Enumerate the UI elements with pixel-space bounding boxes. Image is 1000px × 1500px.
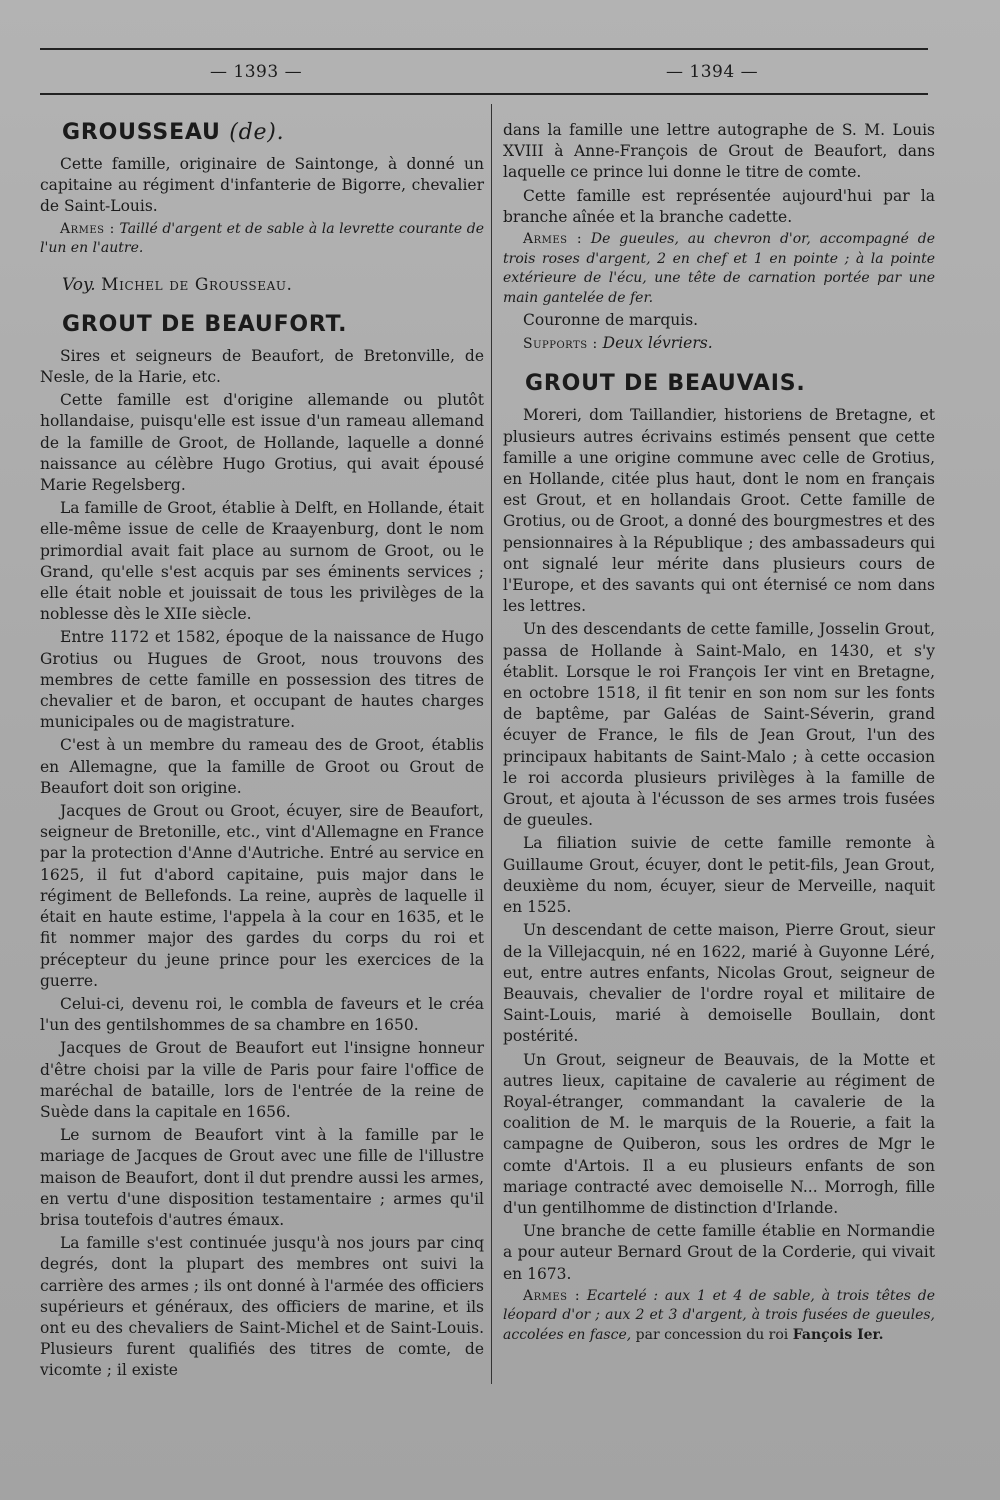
- top-rule: [40, 48, 928, 50]
- right-column: [503, 120, 935, 1347]
- page-number-right: — 1394 —: [666, 62, 759, 82]
- arms-blazon: Ecartelé : aux 1 et 4 de sable, à trois têtes de léopard d'or ; aux 2 et 3 d'argent, à trois fusées de gueules, accolées en fasce,: [503, 1287, 936, 1343]
- page-number-left: — 1393 —: [210, 62, 303, 82]
- grousseau-text: Cette famille, originaire de Saintonge, à donné un capitaine au régiment d'infanterie de Bigorre, chevalier de Saint-Louis.: [40, 155, 484, 216]
- beaufort-body: [40, 346, 484, 1382]
- paragraph: Un Grout, seigneur de Beauvais, de la Motte et autres lieux, capitaine de cavalerie au régiment de Royal-étranger, commandant la cavalerie de la coalition de M. le marquis de la Rouerie, a fait la campagne de Quiberon, sous les ordres de Mgr le comte d'Artois. Il a eu plusieurs enfants de son mariage contracté avec demoiselle N... Morrogh, fille d'un gentilhomme de distinction d'Irlande.: [503, 1050, 935, 1217]
- entry-title-grousseau: [62, 120, 484, 146]
- paragraph: Celui-ci, devenu roi, le combla de faveurs et le créa l'un des gentilshommes de sa chambre en 1650.: [40, 994, 484, 1035]
- paragraph: Jacques de Grout ou Groot, écuyer, sire de Beaufort, seigneur de Bretonille, etc., vint d'Allemagne en France par la protection d'Anne d'Autriche. Entré au service en 1625, il fut d'abord capitaine, puis major dans le régiment de Bellefonds. La reine, auprès de laquelle il était en haute estime, l'appela à la cour en 1635, et le fit nommer major des gardes du corps du roi et précepteur du jeune prince pour les exercices de la guerre.: [40, 802, 484, 990]
- paragraph: Entre 1172 et 1582, époque de la naissance de Hugo Grotius ou Hugues de Groot, nous trouvons des membres de cette famille en possession des titres de chevalier et de baron, et occupant de hautes charges municipales ou de magistrature.: [40, 628, 484, 732]
- supports-text: Deux lévriers.: [602, 334, 713, 353]
- arms-blazon: Taillé d'argent et de sable à la levrette courante de l'un en l'autre.: [40, 220, 485, 257]
- beauvais-arms: [503, 1287, 935, 1346]
- supports-label: Supports :: [523, 336, 598, 353]
- arms-blazon: De gueules, au chevron d'or, accompagné de trois roses d'argent, 2 en chef et 1 en pointe ; à la pointe extérieure de l'écu, une tête de carnation portée par une main gantelée de fer.: [503, 231, 935, 306]
- supports-line: [503, 333, 935, 355]
- paragraph: La famille s'est continuée jusqu'à nos jours par cinq degrés, dont la plupart des membres ont suivi la carrière des armes ; ils ont donné à l'armée des officiers supérieurs et généraux, des officiers de marine, et ils ont eu des chevaliers de Saint-Michel et de Saint-Louis. Plusieurs furent qualifiés des titres de comte, de vicomte ; il existe: [40, 1234, 484, 1380]
- paragraph: Une branche de cette famille établie en Normandie a pour auteur Bernard Grout de la Corderie, qui vivait en 1673.: [503, 1222, 935, 1283]
- entry-title-text: GROUSSEAU: [62, 120, 221, 145]
- grousseau-arms: [40, 220, 484, 259]
- see-also-reference: [62, 275, 484, 296]
- entry-title-grout-de-beaufort: GROUT DE BEAUFORT.: [62, 311, 348, 337]
- arms-label: Armes :: [523, 1287, 581, 1304]
- left-column: [40, 120, 484, 1384]
- paragraph: Cette famille est d'origine allemande ou plutôt hollandaise, puisqu'elle est issue d'un rameau allemand de la famille de Groot, de Hollande, laquelle a donné naissance au célèbre Hugo Grotius, qui avait épousé Marie Regelsberg.: [40, 391, 484, 495]
- crown-line: Couronne de marquis.: [523, 311, 699, 330]
- paragraph: Cette famille est représentée aujourd'hui par la branche aînée et la branche cadette.: [503, 186, 935, 226]
- paragraph: Moreri, dom Taillandier, historiens de Bretagne, et plusieurs autres écrivains estimés pensent que cette famille a une origine commune avec celle de Grotius, en Hollande, citée plus haut, dont le nom en français est Grout, et en hollandais Groot. Cette famille de Grotius, ou de Groot, a donné des bourgmestres et des pensionnaires à la République ; des ambassadeurs qui ont signalé leur mérite dans plusieurs cours de l'Europe, et des savants qui ont éternisé ce nom dans les lettres.: [503, 406, 935, 616]
- paragraph: La famille de Groot, établie à Delft, en Hollande, était elle-même issue de celle de Kraayenburg, dont le nom primordial avait fait place au surnom de Groot, ou le Grand, qu'elle s'est acquis par ses éminents services ; elle était noble et jouissait de tous les privilèges de la noblesse dès le XIIe siècle.: [40, 499, 484, 624]
- arms-tail: par concession du roi: [635, 1326, 789, 1343]
- paragraph: La filiation suivie de cette famille remonte à Guillaume Grout, écuyer, dont le petit-fils, Jean Grout, deuxième du nom, écuyer, sieur de Merveille, naquit en 1525.: [503, 834, 935, 917]
- beaufort-continued-body: [503, 120, 935, 228]
- paragraph: C'est à un membre du rameau des de Groot, établis en Allemagne, que la famille de Groot ou Grout de Beaufort doit son origine.: [40, 736, 484, 797]
- entry-title-particle: (de).: [229, 120, 285, 145]
- header-rule: [40, 93, 928, 95]
- beauvais-body: [503, 405, 935, 1284]
- paragraph: dans la famille une lettre autographe de S. M. Louis XVIII à Anne-François de Grout de Beaufort, dans laquelle ce prince lui donne le titre de comte.: [503, 121, 935, 182]
- paragraph: Le surnom de Beaufort vint à la famille par le mariage de Jacques de Grout avec une fille de l'illustre maison de Beaufort, dont il dut prendre aussi les armes, en vertu d'une disposition testamentaire ; armes qu'il brisa toutefois d'autres émaux.: [40, 1126, 484, 1229]
- beaufort-arms: [503, 230, 935, 308]
- voy-label: Voy.: [62, 274, 96, 295]
- paragraph: Sires et seigneurs de Beaufort, de Bretonville, de Nesle, de la Harie, etc.: [40, 346, 484, 387]
- paragraph: Un descendant de cette maison, Pierre Grout, sieur de la Villejacquin, né en 1622, marié à Guyonne Léré, eut, entre autres enfants, Nicolas Grout, seigneur de Beauvais, chevalier de l'ordre royal et militaire de Saint-Louis, marié à demoiselle Boullain, dont postérité.: [503, 921, 935, 1046]
- arms-label: Armes :: [523, 231, 583, 248]
- paragraph: Jacques de Grout de Beaufort eut l'insigne honneur d'être choisi par la ville de Paris pour faire l'office de maréchal de bataille, lors de l'entrée de la reine de Suède dans la capitale en 1656.: [40, 1039, 484, 1121]
- column-divider: [491, 104, 492, 1384]
- paragraph: Un des descendants de cette famille, Josselin Grout, passa de Hollande à Saint-Malo, en 1430, et s'y établit. Lorsque le roi François Ier vint en Bretagne, en octobre 1518, il fit tenir en son nom sur les fonts de baptême, par Galéas de Saint-Séverin, grand écuyer de France, le fils de Jean Grout, l'un des principaux habitants de Saint-Malo ; à cette occasion le roi accorda plusieurs privilèges à la famille de Grout, et ajouta à l'écusson de ses armes trois fusées de gueules.: [503, 620, 935, 830]
- entry-title-grout-de-beauvais: GROUT DE BEAUVAIS.: [525, 371, 806, 397]
- voy-target: Michel de Grousseau.: [101, 274, 293, 295]
- arms-label: Armes :: [60, 220, 115, 237]
- arms-end: Fançois Ier.: [792, 1326, 884, 1343]
